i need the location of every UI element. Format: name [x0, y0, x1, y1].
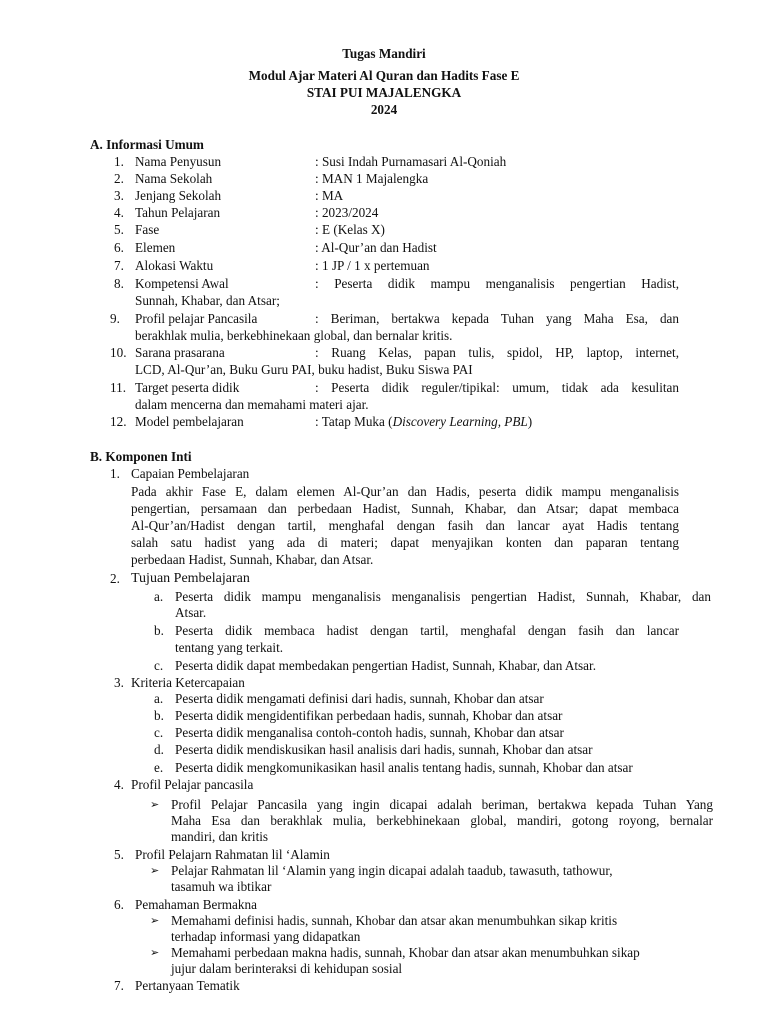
model-italic: Discovery Learning, PBL: [392, 414, 528, 429]
paragraph-line: Pada akhir Fase E, dalam elemen Al-Qur’an dan Hadis, peserta didik mampu menganalisis: [131, 484, 679, 499]
subsection-number: 2.: [110, 571, 120, 586]
bullet-text: terhadap informasi yang didapatkan: [171, 929, 361, 944]
bullet-text: tasamuh wa ibtikar: [171, 879, 272, 894]
info-label: Model pembelajaran: [135, 414, 244, 429]
info-value: : 2023/2024: [315, 205, 379, 220]
bullet-text: mandiri, dan kritis: [171, 829, 269, 844]
info-label: Target peserta didik: [135, 380, 240, 395]
info-number: 9.: [110, 311, 120, 326]
info-value-continued: berakhlak mulia, berkebhinekaan global, dan bernalar kritis.: [135, 328, 453, 343]
subsection-title: Capaian Pembelajaran: [131, 466, 250, 481]
subsection-number: 1.: [110, 466, 120, 481]
info-label: Kompetensi Awal: [135, 276, 229, 291]
info-label: Nama Sekolah: [135, 171, 213, 186]
info-number: 11.: [110, 380, 126, 395]
list-letter: b.: [154, 623, 164, 638]
arrow-bullet-icon: ➢: [150, 914, 160, 927]
paragraph-line: salah satu hadist yang ada di materi; dapat menyajikan konten dan paparan tentang: [131, 535, 679, 550]
header-title: Tugas Mandiri: [342, 46, 426, 61]
info-label: Nama Penyusun: [135, 154, 222, 169]
arrow-bullet-icon: ➢: [150, 864, 160, 877]
list-text-continued: tentang yang terkait.: [175, 640, 284, 655]
subsection-title: Profil Pelajarn Rahmatan lil ‘Alamin: [135, 847, 330, 862]
info-label: Jenjang Sekolah: [135, 188, 222, 203]
info-label: Alokasi Waktu: [135, 258, 214, 273]
subsection-number: 4.: [114, 777, 124, 792]
list-text: Peserta didik mengidentifikan perbedaan hadis, sunnah, Khobar dan atsar: [175, 708, 563, 723]
info-number: 8.: [114, 276, 124, 291]
info-number: 1.: [114, 154, 124, 169]
info-value: : Peserta didik mampu menganalisis pengertian Hadist,: [315, 276, 679, 291]
info-value-continued: dalam mencerna dan memahami materi ajar.: [135, 397, 369, 412]
info-value-continued: Sunnah, Khabar, dan Atsar;: [135, 293, 280, 308]
info-label: Profil pelajar Pancasila: [135, 311, 258, 326]
bullet-text: Memahami definisi hadis, sunnah, Khobar dan atsar akan menumbuhkan sikap kritis: [171, 913, 618, 928]
header-year: 2024: [370, 102, 398, 117]
subsection-number: 3.: [114, 675, 124, 690]
info-label: Sarana prasarana: [135, 345, 225, 360]
info-value: : Ruang Kelas, papan tulis, spidol, HP, laptop, internet,: [315, 345, 679, 360]
info-value-continued: LCD, Al-Qur’an, Buku Guru PAI, buku hadist, Buku Siswa PAI: [135, 362, 473, 377]
info-value: : Beriman, bertakwa kepada Tuhan yang Maha Esa, dan: [315, 311, 679, 326]
list-text: Peserta didik menganalisa contoh-contoh hadis, sunnah, Khobar dan atsar: [175, 725, 564, 740]
info-number: 6.: [114, 240, 124, 255]
subsection-number: 6.: [114, 897, 124, 912]
paragraph-line: perbedaan Hadist, Sunnah, Khabar, dan Atsar.: [131, 552, 374, 567]
info-number: 12.: [110, 414, 127, 429]
info-value: : MAN 1 Majalengka: [315, 171, 429, 186]
info-value: : 1 JP / 1 x pertemuan: [315, 258, 430, 273]
section-b-title: B. Komponen Inti: [90, 449, 192, 464]
header-institution: STAI PUI MAJALENGKA: [306, 85, 462, 100]
list-letter: a.: [154, 691, 164, 706]
header-module: Modul Ajar Materi Al Quran dan Hadits Fase E: [248, 68, 520, 83]
subsection-title: Tujuan Pembelajaran: [131, 571, 250, 586]
info-number: 10.: [110, 345, 127, 360]
list-text-continued: Atsar.: [175, 605, 207, 620]
info-number: 2.: [114, 171, 124, 186]
list-letter: e.: [154, 760, 164, 775]
arrow-bullet-icon: ➢: [150, 946, 160, 959]
info-number: 5.: [114, 222, 124, 237]
info-number: 7.: [114, 258, 124, 273]
list-letter: d.: [154, 742, 164, 757]
info-value: : Peserta didik reguler/tipikal: umum, tidak ada kesulitan: [315, 380, 679, 395]
subsection-title: Pemahaman Bermakna: [135, 897, 257, 912]
arrow-bullet-icon: ➢: [150, 798, 160, 811]
list-text: Peserta didik mampu menganalisis menganalisis pengertian Hadist, Sunnah, Khabar, dan: [175, 589, 711, 604]
list-letter: c.: [154, 725, 164, 740]
bullet-text: Pelajar Rahmatan lil ‘Alamin yang ingin dicapai adalah taadub, tawasuth, tathowur,: [171, 863, 613, 878]
bullet-text: jujur dalam berinteraksi di kehidupan sosial: [171, 961, 403, 976]
info-number: 3.: [114, 188, 124, 203]
section-a-title: A. Informasi Umum: [90, 137, 204, 152]
info-label: Fase: [135, 222, 160, 237]
paragraph-line: pengertian, persamaan dan perbedaan Hadist, Sunnah, Khabar, dan Atsar; dapat membaca: [131, 501, 679, 516]
list-text: Peserta didik membaca hadist dengan tartil, menghafal dengan fasih dan lancar: [175, 623, 679, 638]
bullet-text: Maha Esa dan berakhlak mulia, berkebhinekaan global, mandiri, gotong royong, bernalar: [171, 813, 713, 828]
subsection-title: Profil Pelajar pancasila: [131, 777, 254, 792]
info-label: Tahun Pelajaran: [135, 205, 221, 220]
list-letter: a.: [154, 589, 164, 604]
paragraph-line: Al-Qur’an/Hadist dengan tartil, menghafal dengan fasih dan lancar ayat Hadis tentang: [131, 518, 679, 533]
list-text: Peserta didik mengkomunikasikan hasil analis tentang hadis, sunnah, Khobar dan atsar: [175, 760, 633, 775]
info-label: Elemen: [135, 240, 176, 255]
info-value: : Al-Qur’an dan Hadist: [315, 240, 437, 255]
list-letter: c.: [154, 658, 164, 673]
list-text: Peserta didik mengamati definisi dari hadis, sunnah, Khobar dan atsar: [175, 691, 544, 706]
bullet-text: Memahami perbedaan makna hadis, sunnah, Khobar dan atsar akan menumbuhkan sikap: [171, 945, 640, 960]
subsection-number: 5.: [114, 847, 124, 862]
info-value: : E (Kelas X): [315, 222, 385, 237]
info-value: : Tatap Muka (Discovery Learning, PBL): [315, 414, 533, 429]
bullet-text: Profil Pelajar Pancasila yang ingin dicapai adalah beriman, bertakwa kepada Tuhan Yang: [171, 797, 713, 812]
subsection-title: Kriteria Ketercapaian: [131, 675, 245, 690]
info-value: : MA: [315, 188, 344, 203]
subsection-number: 7.: [114, 978, 124, 993]
info-number: 4.: [114, 205, 124, 220]
list-text: Peserta didik mendiskusikan hasil analisis dari hadis, sunnah, Khobar dan atsar: [175, 742, 593, 757]
info-value: : Susi Indah Purnamasari Al-Qoniah: [315, 154, 507, 169]
subsection-title: Pertanyaan Tematik: [135, 978, 240, 993]
list-text: Peserta didik dapat membedakan pengertian Hadist, Sunnah, Khabar, dan Atsar.: [175, 658, 596, 673]
list-letter: b.: [154, 708, 164, 723]
